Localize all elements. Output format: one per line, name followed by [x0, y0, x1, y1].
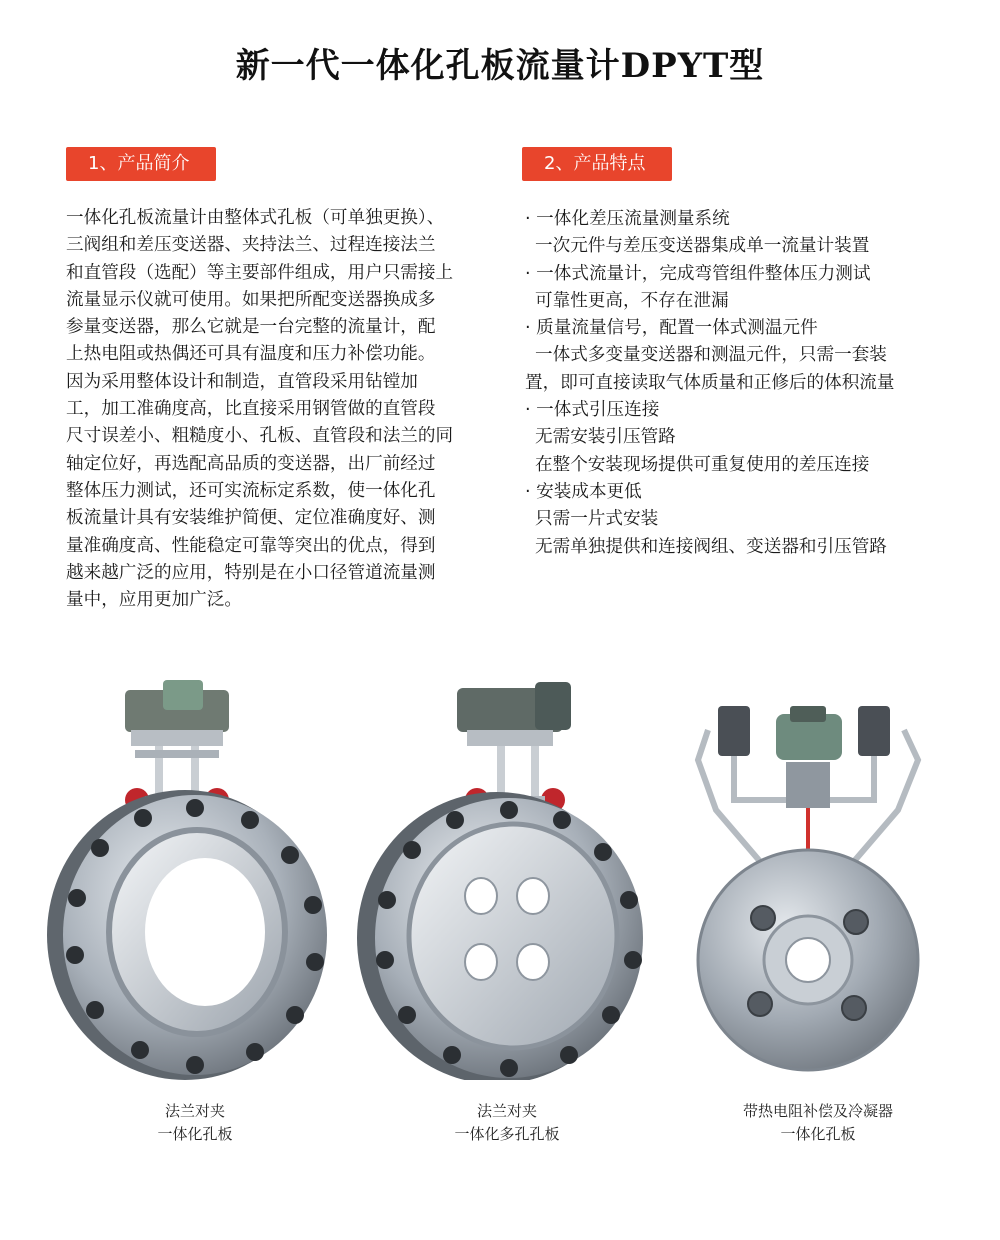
caption-line: 法兰对夹: [164, 1102, 225, 1120]
page-title: 新一代一体化孔板流量计DPYT型: [235, 46, 765, 86]
intro-line: 工，加工准确度高，比直接采用钢管做的直管段: [66, 399, 436, 420]
feature-item: · 一体化差压流量测量系统: [525, 209, 730, 229]
intro-line: 一体化孔板流量计由整体式孔板（可单独更换）、: [66, 208, 445, 228]
intro-line: 参量变送器，那么它就是一台完整的流量计，配: [66, 317, 436, 338]
feature-item: · 一体式流量计，完成弯管组件整体压力测试: [525, 263, 871, 284]
product-caption-3: [668, 1100, 968, 1146]
intro-line: 板流量计具有安装维护简便、定位准确度好、测: [66, 508, 436, 529]
intro-line: 轴定位好，再选配高品质的变送器，出厂前经过: [66, 453, 436, 474]
feature-item: · 质量流量信号，配置一体式测温元件: [525, 318, 818, 339]
feature-item: · 安装成本更低: [525, 481, 642, 502]
intro-line: 整体压力测试，还可实流标定系数，使一体化孔: [66, 480, 436, 501]
intro-line: 上热电阻或热偶还可具有温度和压力补偿功能。: [66, 344, 436, 365]
flange-orifice-plate-icon: [45, 670, 345, 1080]
intro-line: 越来越广泛的应用，特别是在小口径管道流量测: [66, 562, 436, 583]
section-badge-features: 2、产品特点: [522, 147, 672, 181]
feature-detail: 一次元件与差压变送器集成单一流量计装置: [535, 236, 870, 257]
product-caption-2: [357, 1100, 657, 1146]
intro-paragraph: [66, 205, 496, 614]
caption-line: 一体化多孔孔板: [454, 1125, 560, 1143]
product-image-2: [357, 670, 657, 1080]
section-badge-intro: 1、产品简介: [66, 147, 216, 181]
caption-line: 一体化孔板: [157, 1125, 233, 1143]
feature-detail: 无需安装引压管路: [535, 427, 676, 448]
product-caption-1: [45, 1100, 345, 1146]
intro-line: 量中，应用更加广泛。: [66, 590, 242, 611]
intro-line: 流量显示仪就可使用。如果把所配变送器换成多: [66, 289, 436, 310]
caption-line: 法兰对夹: [476, 1102, 537, 1120]
intro-line: 三阀组和差压变送器、夹持法兰、过程连接法兰: [66, 235, 436, 256]
multi-hole-orifice-plate-icon: [357, 670, 657, 1080]
intro-line: 和直管段（选配）等主要部件组成，用户只需接上: [66, 262, 454, 283]
feature-item: · 一体式引压连接: [525, 400, 660, 421]
intro-line: 尺寸误差小、粗糙度小、孔板、直管段和法兰的同: [66, 426, 454, 447]
feature-detail: 在整个安装现场提供可重复使用的差压连接: [535, 454, 870, 475]
features-list: [525, 206, 965, 561]
caption-line: 带热电阻补偿及冷凝器: [742, 1102, 893, 1120]
product-image-3: [668, 670, 968, 1080]
feature-detail: 无需单独提供和连接阀组、变送器和引压管路: [535, 536, 887, 557]
feature-detail: 只需一片式安装: [535, 509, 659, 530]
feature-detail: 置，即可直接读取气体质量和正修后的体积流量: [525, 372, 895, 393]
product-image-1: [45, 670, 345, 1080]
caption-line: 一体化孔板: [780, 1125, 856, 1143]
feature-detail: 一体式多变量变送器和测温元件，只需一套装: [535, 345, 887, 366]
feature-detail: 可靠性更高，不存在泄漏: [535, 290, 729, 311]
intro-line: 量准确度高、性能稳定可靠等突出的优点，得到: [66, 535, 436, 556]
intro-line: 因为采用整体设计和制造，直管段采用钻镗加: [66, 371, 418, 392]
condenser-orifice-plate-icon: [668, 670, 968, 1080]
